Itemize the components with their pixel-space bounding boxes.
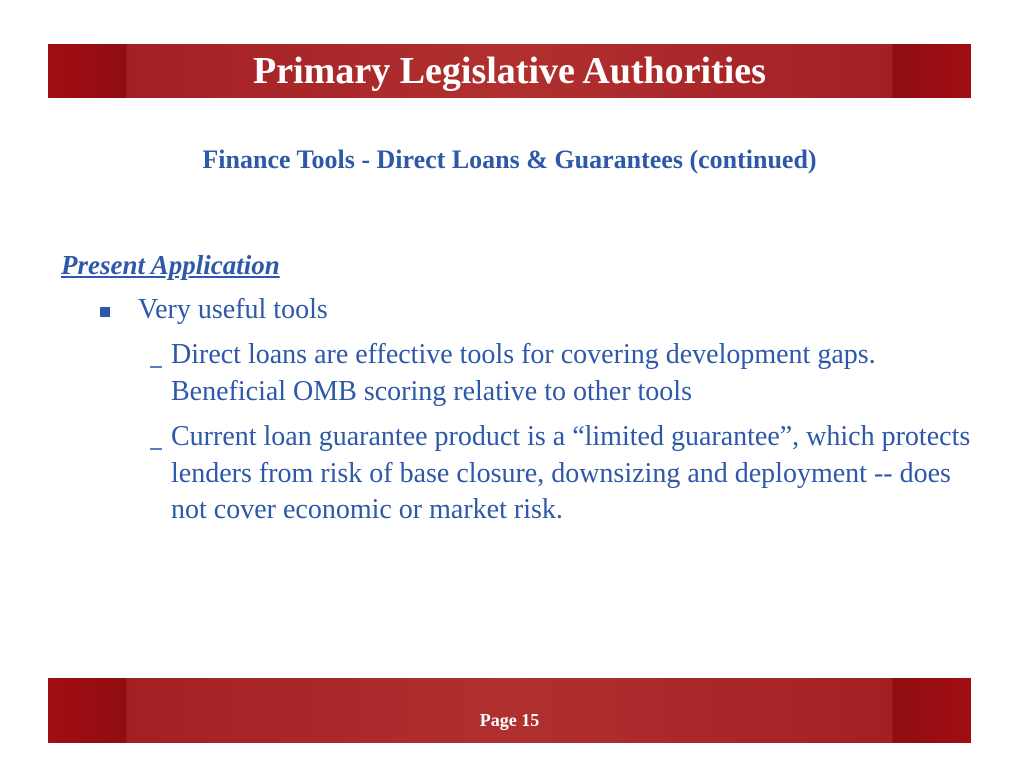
dash-bullet-icon xyxy=(150,366,162,368)
page-number: Page 15 xyxy=(479,710,540,730)
square-bullet-icon xyxy=(100,307,110,317)
title-bar xyxy=(48,44,971,98)
bullet-text: Very useful tools xyxy=(138,294,328,325)
dash-bullet-icon xyxy=(150,448,162,450)
sub-bullet-item xyxy=(150,419,972,529)
footer-bar xyxy=(48,678,971,743)
sub-bullet-text: Direct loans are effective tools for covering development gaps. Beneficial OMB scoring relative to other tools xyxy=(171,339,876,407)
slide-subtitle: Finance Tools - Direct Loans & Guarantees (continued) xyxy=(202,145,817,174)
bullet-item xyxy=(100,292,960,328)
slide-title: Primary Legislative Authorities xyxy=(253,50,766,92)
sub-bullet-item xyxy=(150,337,972,410)
sub-bullet-text: Current loan guarantee product is a “limited guarantee”, which protects lenders from risk of base closure, downsizing and deployment -- does not cover economic or market risk. xyxy=(171,421,971,525)
section-heading: Present Application xyxy=(61,250,280,280)
